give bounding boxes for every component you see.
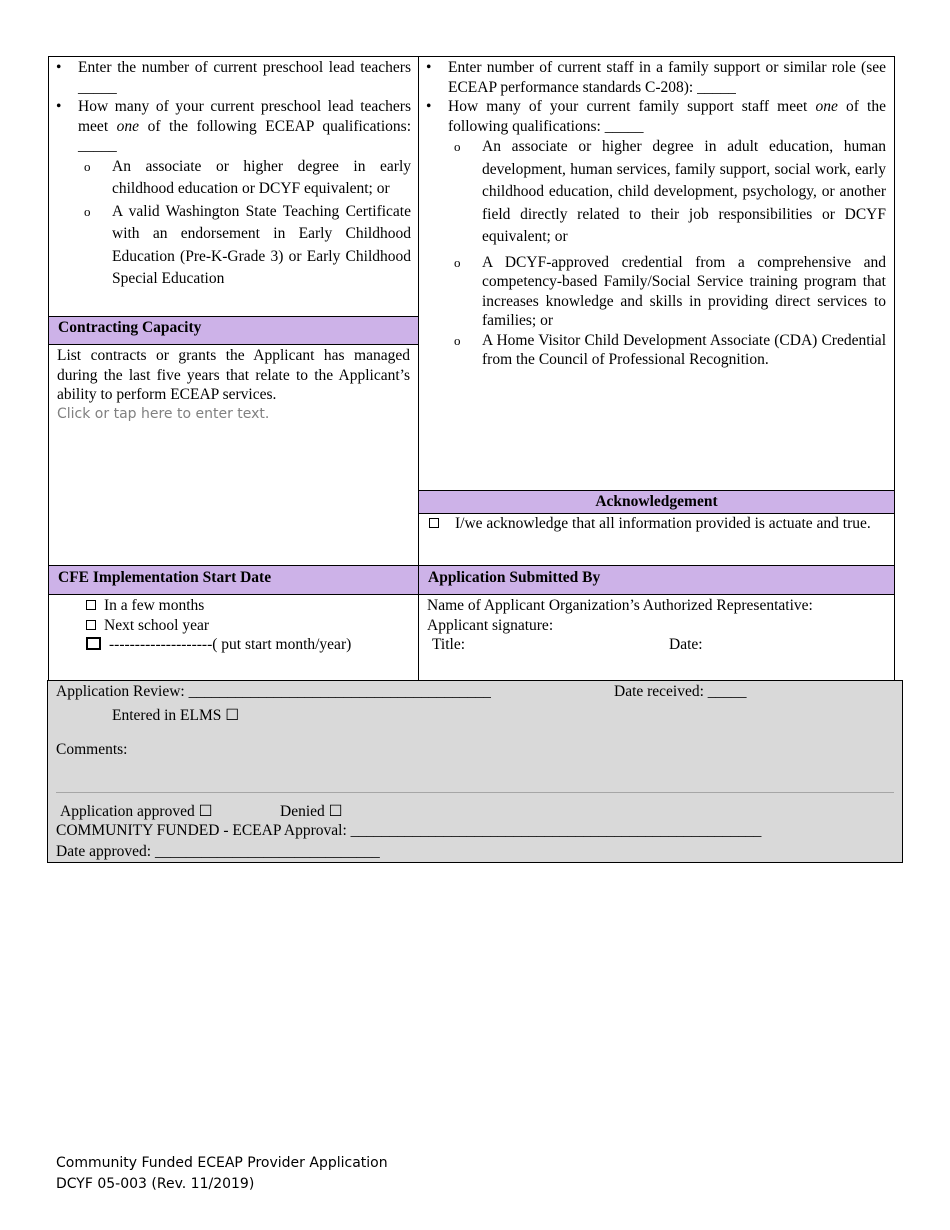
date-approved-field[interactable]: Date approved: _____________________________	[56, 843, 380, 860]
lead-teacher-qualified-item: • How many of your current preschool lead teachers meet one of the following ECEAP qualifications: _____ o An associate or higher degree in early childhood education or DCYF equivalent; or o A valid Washington State Teaching Certificate with an endorsement in Early Childhood Education (Pre-K-Grade 3) or Early Childhood Special Education	[50, 97, 411, 291]
contracting-capacity-text: List contracts or grants the Applicant has managed during the last five years that relate to the Applicant’s ability to perform ECEAP services.	[57, 347, 410, 403]
cfe-start-date-header: CFE Implementation Start Date	[48, 565, 419, 595]
acknowledgement-header: Acknowledgement	[418, 490, 895, 514]
applicant-signature-label: Applicant signature:	[427, 616, 554, 634]
acknowledgement-item	[427, 514, 886, 534]
family-support-count-item: • Enter number of current staff in a family support or similar role (see ECEAP performance standards C-208): _____	[420, 58, 886, 97]
entered-elms-checkbox[interactable]: Entered in ELMS ☐	[112, 707, 240, 724]
submitted-by-details	[427, 596, 887, 655]
submitted-by-header: Application Submitted By	[418, 565, 895, 595]
family-support-section	[420, 58, 886, 370]
authorized-rep-label: Name of Applicant Organization’s Authorized Representative:	[427, 597, 813, 614]
review-divider	[56, 792, 894, 793]
lead-teacher-qual-degree: o An associate or higher degree in early childhood education or DCYF equivalent; or	[78, 156, 411, 201]
start-month-checkbox[interactable]	[86, 637, 101, 650]
option-start-month[interactable]: --------------------( put start month/year)	[86, 635, 416, 655]
footer-form-title: Community Funded ECEAP Provider Application	[56, 1155, 388, 1171]
lead-teacher-section	[50, 58, 411, 291]
denied-checkbox[interactable]: Denied ☐	[280, 803, 343, 820]
contracting-capacity-input[interactable]: Click or tap here to enter text.	[57, 406, 270, 422]
option-few-months[interactable]: In a few months	[86, 596, 416, 616]
acknowledgement-checkbox[interactable]	[429, 518, 439, 528]
family-support-qual-credential: o A DCYF-approved credential from a comprehensive and competency-based Family/Social Service training program that increases knowledge and skills in providing direct services to families; or	[448, 253, 886, 331]
title-label: Title:	[432, 636, 466, 653]
application-review-field[interactable]: Application Review: _______________________________________	[56, 683, 491, 700]
family-support-qual-cda: o A Home Visitor Child Development Associate (CDA) Credential from the Council of Professional Recognition.	[448, 331, 886, 370]
date-received-field[interactable]: Date received: _____	[614, 683, 747, 700]
next-school-year-checkbox[interactable]	[86, 620, 96, 630]
lead-teacher-count-item: • Enter the number of current preschool lead teachers _____	[50, 58, 411, 97]
eceap-approval-field[interactable]: COMMUNITY FUNDED - ECEAP Approval: _____________________________________________________	[56, 822, 762, 839]
family-support-qual-degree: o An associate or higher degree in adult education, human development, human services, family support, social work, early childhood education, child development, psychology, or another field directly related to their job responsibilities or DCYF equivalent; or	[448, 136, 886, 249]
acknowledgement-text: I/we acknowledge that all information provided is actuate and true.	[455, 515, 871, 532]
application-approved-checkbox[interactable]: Application approved ☐	[60, 803, 213, 820]
cfe-start-options	[86, 596, 416, 655]
option-next-school-year[interactable]: Next school year	[86, 616, 416, 636]
footer-form-number: DCYF 05-003 (Rev. 11/2019)	[56, 1176, 255, 1192]
date-label: Date:	[669, 636, 703, 653]
page-footer	[56, 1153, 388, 1195]
family-support-qualified-item: • How many of your current family support staff meet one of the following qualifications: _____ o An associate or higher degree in adult education, human development, human services, family support, social work, early childhood education, child development, psychology, or another field directly related to their job responsibilities or DCYF equivalent; or o A DCYF-approved credential from a comprehensive and competency-based Family/Social Service training program that increases knowledge and skills in providing direct services to families; or o A Home Visitor Child Development Associate (CDA) Credential from the Council of Professional Recognition.	[420, 97, 886, 370]
comments-label: Comments:	[56, 741, 128, 758]
contracting-capacity-header: Contracting Capacity	[48, 316, 419, 345]
few-months-checkbox[interactable]	[86, 600, 96, 610]
lead-teacher-qual-certificate: o A valid Washington State Teaching Certificate with an endorsement in Early Childhood Education (Pre-K-Grade 3) or Early Childhood Special Education	[78, 201, 411, 291]
